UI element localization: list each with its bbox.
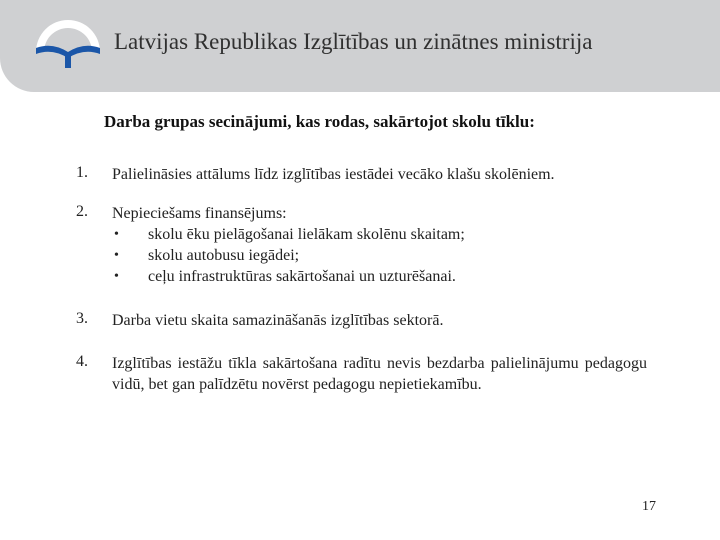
page-number: 17 — [642, 499, 656, 514]
ministry-logo-icon — [28, 10, 108, 70]
header-banner — [0, 0, 720, 92]
item-number: 4. — [76, 353, 88, 370]
bullet-list — [112, 224, 647, 287]
bullet-text: skolu autobusu iegādei; — [148, 247, 300, 264]
bullet-item — [112, 245, 647, 266]
slide-title: Darba grupas secinājumi, kas rodas, sakārtojot skolu tīklu: — [104, 112, 535, 131]
bullet-icon: • — [114, 269, 119, 284]
item-text: Darba vietu skaita samazināšanās izglītības sektorā. — [112, 312, 444, 329]
item-number: 1. — [76, 164, 88, 181]
bullet-text: skolu ēku pielāgošanai lielākam skolēnu skaitam; — [148, 226, 465, 243]
bullet-item — [112, 224, 647, 245]
ministry-name: Latvijas Republikas Izglītības un zinātnes ministrija — [114, 29, 593, 54]
item-number: 3. — [76, 310, 88, 327]
item-text: Izglītības iestāžu tīkla sakārtošana radītu nevis bezdarba palielinājumu pedagogu vidū, bet gan palīdzētu novērst pedagogu nepietiekamību. — [112, 355, 647, 393]
item-number: 2. — [76, 203, 88, 220]
bullet-icon: • — [114, 248, 119, 263]
bullet-icon: • — [114, 227, 119, 242]
bullet-item — [112, 266, 647, 287]
item-body — [112, 203, 647, 287]
item-text: Nepieciešams finansējums: — [112, 205, 287, 222]
item-text: Palielināsies attālums līdz izglītības iestādei vecāko klašu skolēniem. — [112, 166, 555, 183]
bullet-text: ceļu infrastruktūras sakārtošanai un uzturēšanai. — [148, 268, 456, 285]
